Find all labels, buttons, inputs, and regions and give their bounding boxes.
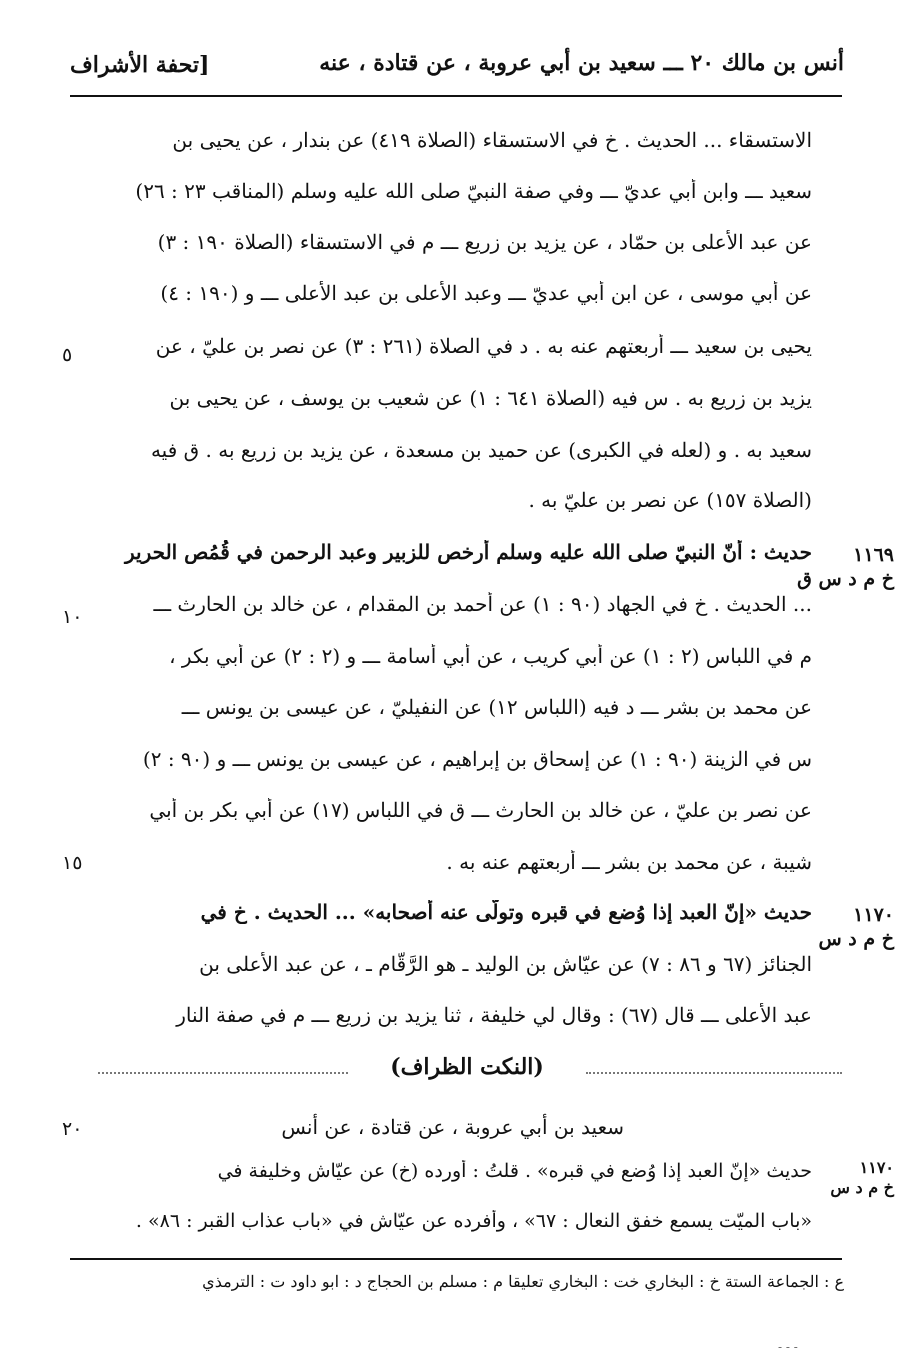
footer-rule bbox=[70, 1258, 842, 1260]
text-line: س في الزينة (٩٠ : ١) عن إسحاق بن إبراهيم ، عن عيسى بن يونس ـــ و (٩٠ : ٢) bbox=[142, 747, 812, 771]
text-line: (الصلاة ١٥٧) عن نصر بن عليّ به . bbox=[528, 488, 812, 512]
nukat-subheading: سعيد بن أبي عروبة ، عن قتادة ، عن أنس bbox=[281, 1115, 624, 1139]
hadith-source-codes: خ م د س ق bbox=[797, 568, 894, 590]
text-line: يزيد بن زريع به . س فيه (الصلاة ٦٤١ : ١) عن شعيب بن يوسف ، عن يحيى بن bbox=[169, 386, 812, 410]
running-header-book: [تحفة الأشراف bbox=[70, 52, 210, 78]
text-line: ... الحديث . خ في الجهاد (٩٠ : ١) عن أحمد بن المقدام ، عن خالد بن الحارث ـــ bbox=[153, 592, 812, 616]
line-number: ٥ bbox=[62, 344, 73, 366]
text-line: عن أبي موسى ، عن ابن أبي عديّ ـــ وعبد الأعلى بن عبد الأعلى ـــ و (١٩٠ : ٤) bbox=[160, 281, 812, 305]
text-line: عن عبد الأعلى بن حمّاد ، عن يزيد بن زريع ـــ م في الاستسقاء (الصلاة ١٩٠ : ٣) bbox=[157, 230, 812, 254]
nukat-line: حديث «إنّ العبد إذا وُضع في قبره» . قلتُ : أورده (خ) عن عيّاش وخليفة في bbox=[217, 1160, 812, 1182]
page-mark: - - - bbox=[778, 1340, 798, 1354]
hadith-source-codes: خ م د س bbox=[818, 928, 894, 950]
hadith-number bbox=[818, 903, 894, 951]
dotted-rule bbox=[586, 1072, 842, 1074]
nukat-title: (النكت الظراف) bbox=[390, 1054, 544, 1080]
text-line: سعيد به . و (لعله في الكبرى) عن حميد بن مسعدة ، عن يزيد بن زريع به . ق فيه bbox=[150, 438, 812, 462]
text-line: الجنائز (٦٧ و ٨٦ : ٧) عن عيّاش بن الوليد ـ هو الرَّقّام ـ ، عن عبد الأعلى بن bbox=[199, 952, 812, 976]
line-number: ١٥ bbox=[62, 852, 83, 874]
text-line: عن محمد بن بشر ـــ د فيه (اللباس ١٢) عن النفيليّ ، عن عيسى بن يونس ـــ bbox=[181, 695, 812, 719]
hadith-source-codes: خ م د س bbox=[830, 1178, 894, 1197]
hadith-line: حديث «إنّ العبد إذا وُضع في قبره وتولّى عنه أصحابه» ... الحديث . خ في bbox=[200, 900, 812, 924]
hadith-number-value: ١١٧٠ bbox=[859, 1158, 894, 1177]
running-header-title: أنس بن مالك ٢٠ ـــ سعيد بن أبي عروبة ، عن قتادة ، عنه bbox=[319, 50, 844, 76]
text-line: يحيى بن سعيد ـــ أربعتهم عنه به . د في الصلاة (٢٦١ : ٣) عن نصر بن عليّ ، عن bbox=[155, 334, 812, 358]
text-line: عبد الأعلى ـــ قال (٦٧) : وقال لي خليفة ، ثنا يزيد بن زريع ـــ م في صفة النار bbox=[176, 1003, 812, 1027]
hadith-number-value: ١١٧٠ bbox=[853, 904, 894, 926]
text-line: الاستسقاء ... الحديث . خ في الاستسقاء (الصلاة ٤١٩) عن بندار ، عن يحيى بن bbox=[172, 128, 812, 152]
dotted-rule bbox=[98, 1072, 348, 1074]
hadith-number bbox=[830, 1158, 894, 1198]
line-number: ٢٠ bbox=[62, 1118, 83, 1140]
line-number: ١٠ bbox=[62, 606, 83, 628]
header-rule bbox=[70, 95, 842, 97]
text-line: سعيد ـــ وابن أبي عديّ ـــ وفي صفة النبيّ صلى الله عليه وسلم (المناقب ٢٣ : ٢٦) bbox=[135, 179, 812, 203]
hadith-line: حديث : أنّ النبيّ صلى الله عليه وسلم أرخص للزبير وعبد الرحمن في قُمُص الحرير bbox=[125, 540, 812, 564]
hadith-number-value: ١١٦٩ bbox=[853, 544, 894, 566]
hadith-number bbox=[797, 543, 894, 591]
text-line: شيبة ، عن محمد بن بشر ـــ أربعتهم عنه به . bbox=[446, 850, 812, 874]
text-line: م في اللباس (٢ : ١) عن أبي كريب ، عن أبي أسامة ـــ و (٢ : ٢) عن أبي بكر ، bbox=[169, 644, 812, 668]
nukat-line: «باب الميّت يسمع خفق النعال : ٦٧» ، وأفرده عن عيّاش في «باب عذاب القبر : ٨٦» . bbox=[135, 1210, 812, 1232]
text-line: عن نصر بن عليّ ، عن خالد بن الحارث ـــ ق في اللباس (١٧) عن أبي بكر بن أبي bbox=[149, 798, 812, 822]
abbreviation-key: ع : الجماعة الستة خ : البخاري خت : البخاري تعليقا م : مسلم بن الحجاج د : ابو داود ت : الترمذي bbox=[202, 1272, 844, 1291]
